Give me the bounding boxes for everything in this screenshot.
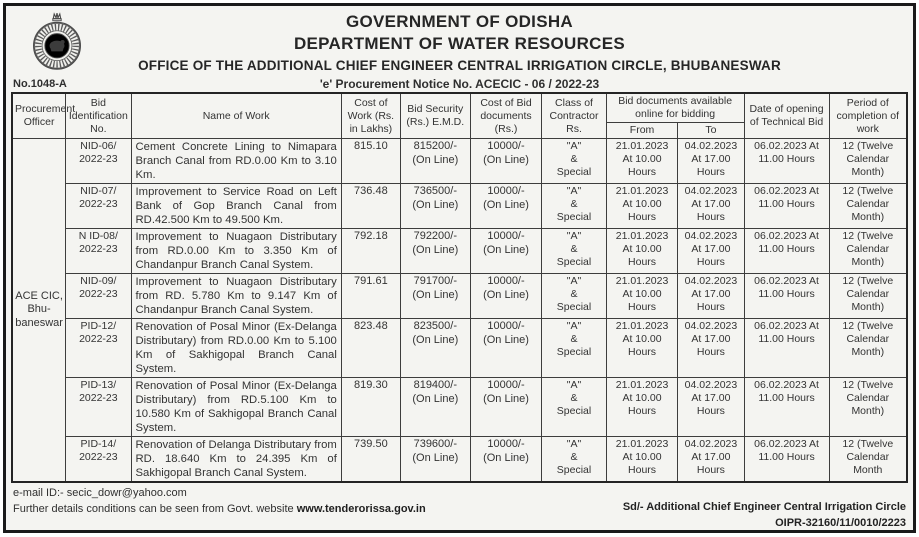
col-header-bid-identification: Bid Identification No.	[66, 93, 131, 139]
opening-date-cell: 06.02.2023 At 11.00 Hours	[744, 378, 829, 437]
table-row	[12, 274, 907, 319]
email-id-line: e-mail ID:- secic_dowr@yahoo.com	[13, 487, 187, 500]
tender-table	[11, 92, 908, 483]
bid-to-cell: 04.02.2023 At 17.00 Hours	[678, 139, 744, 184]
cost-cell: 739.50	[341, 437, 400, 483]
title-office: OFFICE OF THE ADDITIONAL CHIEF ENGINEER CENTRAL IRRIGATION CIRCLE, BHUBANESWAR	[138, 58, 781, 73]
opening-date-cell: 06.02.2023 At 11.00 Hours	[744, 229, 829, 274]
opening-date-cell: 06.02.2023 At 11.00 Hours	[744, 437, 829, 483]
tender-notice-document	[3, 3, 916, 533]
contractor-class-cell: "A" & Special	[542, 229, 606, 274]
bid-from-cell: 21.01.2023 At 10.00 Hours	[606, 184, 678, 229]
document-header	[11, 8, 908, 90]
emd-cell: 815200/- (On Line)	[400, 139, 470, 184]
name-of-work-cell: Improvement to Nuagaon Distributary from RD. 5.780 Km to 9.147 Km of Chandanpur Branch Canal System.	[131, 274, 341, 319]
opening-date-cell: 06.02.2023 At 11.00 Hours	[744, 274, 829, 319]
bid-id-cell: PID-13/ 2022-23	[66, 378, 131, 437]
opening-date-cell: 06.02.2023 At 11.00 Hours	[744, 319, 829, 378]
table-row	[12, 378, 907, 437]
table-row	[12, 319, 907, 378]
bid-from-cell: 21.01.2023 At 10.00 Hours	[606, 378, 678, 437]
doc-cost-cell: 10000/- (On Line)	[470, 184, 542, 229]
opening-date-cell: 06.02.2023 At 11.00 Hours	[744, 139, 829, 184]
procurement-notice-number: 'e' Procurement Notice No. ACECIC - 06 / 2022-23	[319, 77, 600, 91]
bid-from-cell: 21.01.2023 At 10.00 Hours	[606, 274, 678, 319]
emd-cell: 739600/- (On Line)	[400, 437, 470, 483]
completion-period-cell: 12 (Twelve Calendar Month)	[829, 139, 907, 184]
table-row	[12, 437, 907, 483]
further-details-line: Further details conditions can be seen from Govt. website www.tenderorissa.gov.in	[13, 502, 426, 515]
table-row	[12, 229, 907, 274]
signature-line: Sd/- Additional Chief Engineer Central Irrigation Circle	[622, 501, 906, 514]
bid-from-cell: 21.01.2023 At 10.00 Hours	[606, 319, 678, 378]
bid-to-cell: 04.02.2023 At 17.00 Hours	[678, 274, 744, 319]
cost-cell: 823.48	[341, 319, 400, 378]
emd-cell: 736500/- (On Line)	[400, 184, 470, 229]
col-header-cost-of-bid-documents: Cost of Bid documents (Rs.)	[470, 93, 542, 139]
bid-to-cell: 04.02.2023 At 17.00 Hours	[678, 184, 744, 229]
bid-id-cell: NID-07/ 2022-23	[66, 184, 131, 229]
bid-from-cell: 21.01.2023 At 10.00 Hours	[606, 437, 678, 483]
table-row	[12, 184, 907, 229]
doc-cost-cell: 10000/- (On Line)	[470, 139, 542, 184]
contractor-class-cell: "A" & Special	[542, 437, 606, 483]
doc-cost-cell: 10000/- (On Line)	[470, 378, 542, 437]
table-row	[12, 139, 907, 184]
emd-cell: 819400/- (On Line)	[400, 378, 470, 437]
col-header-cost-of-work: Cost of Work (Rs. in Lakhs)	[341, 93, 400, 139]
bid-from-cell: 21.01.2023 At 10.00 Hours	[606, 139, 678, 184]
bid-to-cell: 04.02.2023 At 17.00 Hours	[678, 437, 744, 483]
contractor-class-cell: "A" & Special	[542, 184, 606, 229]
contractor-class-cell: "A" & Special	[542, 378, 606, 437]
bid-id-cell: N ID-08/ 2022-23	[66, 229, 131, 274]
name-of-work-cell: Renovation of Posal Minor (Ex-Delanga Distributary) from RD.5.100 Km to 10.580 Km of Sakhigopal Branch Canal System.	[131, 378, 341, 437]
bid-id-cell: NID-06/ 2022-23	[66, 139, 131, 184]
contractor-class-cell: "A" & Special	[542, 319, 606, 378]
col-header-procurement-officer: Procurement Officer	[12, 93, 66, 139]
opening-date-cell: 06.02.2023 At 11.00 Hours	[744, 184, 829, 229]
col-header-class-of-contractor: Class of Contractor Rs.	[542, 93, 606, 139]
contractor-class-cell: "A" & Special	[542, 274, 606, 319]
completion-period-cell: 12 (Twelve Calendar Month)	[829, 378, 907, 437]
oipr-number: OIPR-32160/11/0010/2223	[775, 516, 906, 529]
col-header-online-bidding-group: Bid documents available online for bidding	[606, 93, 744, 123]
procurement-officer-cell: ACE CIC, Bhu-baneswar	[12, 139, 66, 483]
col-header-to: To	[678, 123, 744, 139]
table-header-row	[12, 93, 907, 123]
completion-period-cell: 12 (Twelve Calendar Month)	[829, 319, 907, 378]
cost-cell: 736.48	[341, 184, 400, 229]
emd-cell: 792200/- (On Line)	[400, 229, 470, 274]
emd-cell: 823500/- (On Line)	[400, 319, 470, 378]
completion-period-cell: 12 (Twelve Calendar Month)	[829, 274, 907, 319]
doc-cost-cell: 10000/- (On Line)	[470, 229, 542, 274]
bid-to-cell: 04.02.2023 At 17.00 Hours	[678, 229, 744, 274]
title-department: DEPARTMENT OF WATER RESOURCES	[293, 34, 626, 53]
doc-cost-cell: 10000/- (On Line)	[470, 319, 542, 378]
bid-id-cell: PID-14/ 2022-23	[66, 437, 131, 483]
name-of-work-cell: Improvement to Service Road on Left Bank of Gop Branch Canal from RD.42.500 Km to 49.500 Km.	[131, 184, 341, 229]
col-header-bid-security: Bid Security (Rs.) E.M.D.	[400, 93, 470, 139]
name-of-work-cell: Cement Concrete Lining to Nimapara Branch Canal from RD.0.00 Km to 3.10 Km.	[131, 139, 341, 184]
doc-cost-cell: 10000/- (On Line)	[470, 437, 542, 483]
bid-id-cell: NID-09/ 2022-23	[66, 274, 131, 319]
doc-cost-cell: 10000/- (On Line)	[470, 274, 542, 319]
col-header-date-of-opening: Date of opening of Technical Bid	[744, 93, 829, 139]
bid-from-cell: 21.01.2023 At 10.00 Hours	[606, 229, 678, 274]
name-of-work-cell: Improvement to Nuagaon Distributary from RD.0.00 Km to 3.350 Km of Chandanpur Branch Canal System.	[131, 229, 341, 274]
name-of-work-cell: Renovation of Delanga Distributary from RD. 18.640 Km to 24.395 Km of Sakhigopal Branch Canal System.	[131, 437, 341, 483]
name-of-work-cell: Renovation of Posal Minor (Ex-Delanga Distributary) from RD.0.00 Km to 5.100 Km of Sakhigopal Branch Canal System.	[131, 319, 341, 378]
document-footer	[11, 483, 908, 532]
title-government: GOVERNMENT OF ODISHA	[345, 12, 573, 31]
bid-id-cell: PID-12/ 2022-23	[66, 319, 131, 378]
completion-period-cell: 12 (Twelve Calendar Month)	[829, 229, 907, 274]
reference-number: No.1048-A	[13, 78, 67, 90]
col-header-name-of-work: Name of Work	[131, 93, 341, 139]
odisha-state-emblem-icon	[29, 10, 85, 74]
col-header-from: From	[606, 123, 678, 139]
col-header-period-of-completion: Period of completion of work	[829, 93, 907, 139]
completion-period-cell: 12 (Twelve Calendar Month)	[829, 184, 907, 229]
cost-cell: 792.18	[341, 229, 400, 274]
cost-cell: 819.30	[341, 378, 400, 437]
contractor-class-cell: "A" & Special	[542, 139, 606, 184]
completion-period-cell: 12 (Twelve Calendar Month	[829, 437, 907, 483]
govt-website-text: www.tenderorissa.gov.in	[296, 502, 426, 515]
cost-cell: 791.61	[341, 274, 400, 319]
cost-cell: 815.10	[341, 139, 400, 184]
emd-cell: 791700/- (On Line)	[400, 274, 470, 319]
bid-to-cell: 04.02.2023 At 17.00 Hours	[678, 378, 744, 437]
bid-to-cell: 04.02.2023 At 17.00 Hours	[678, 319, 744, 378]
